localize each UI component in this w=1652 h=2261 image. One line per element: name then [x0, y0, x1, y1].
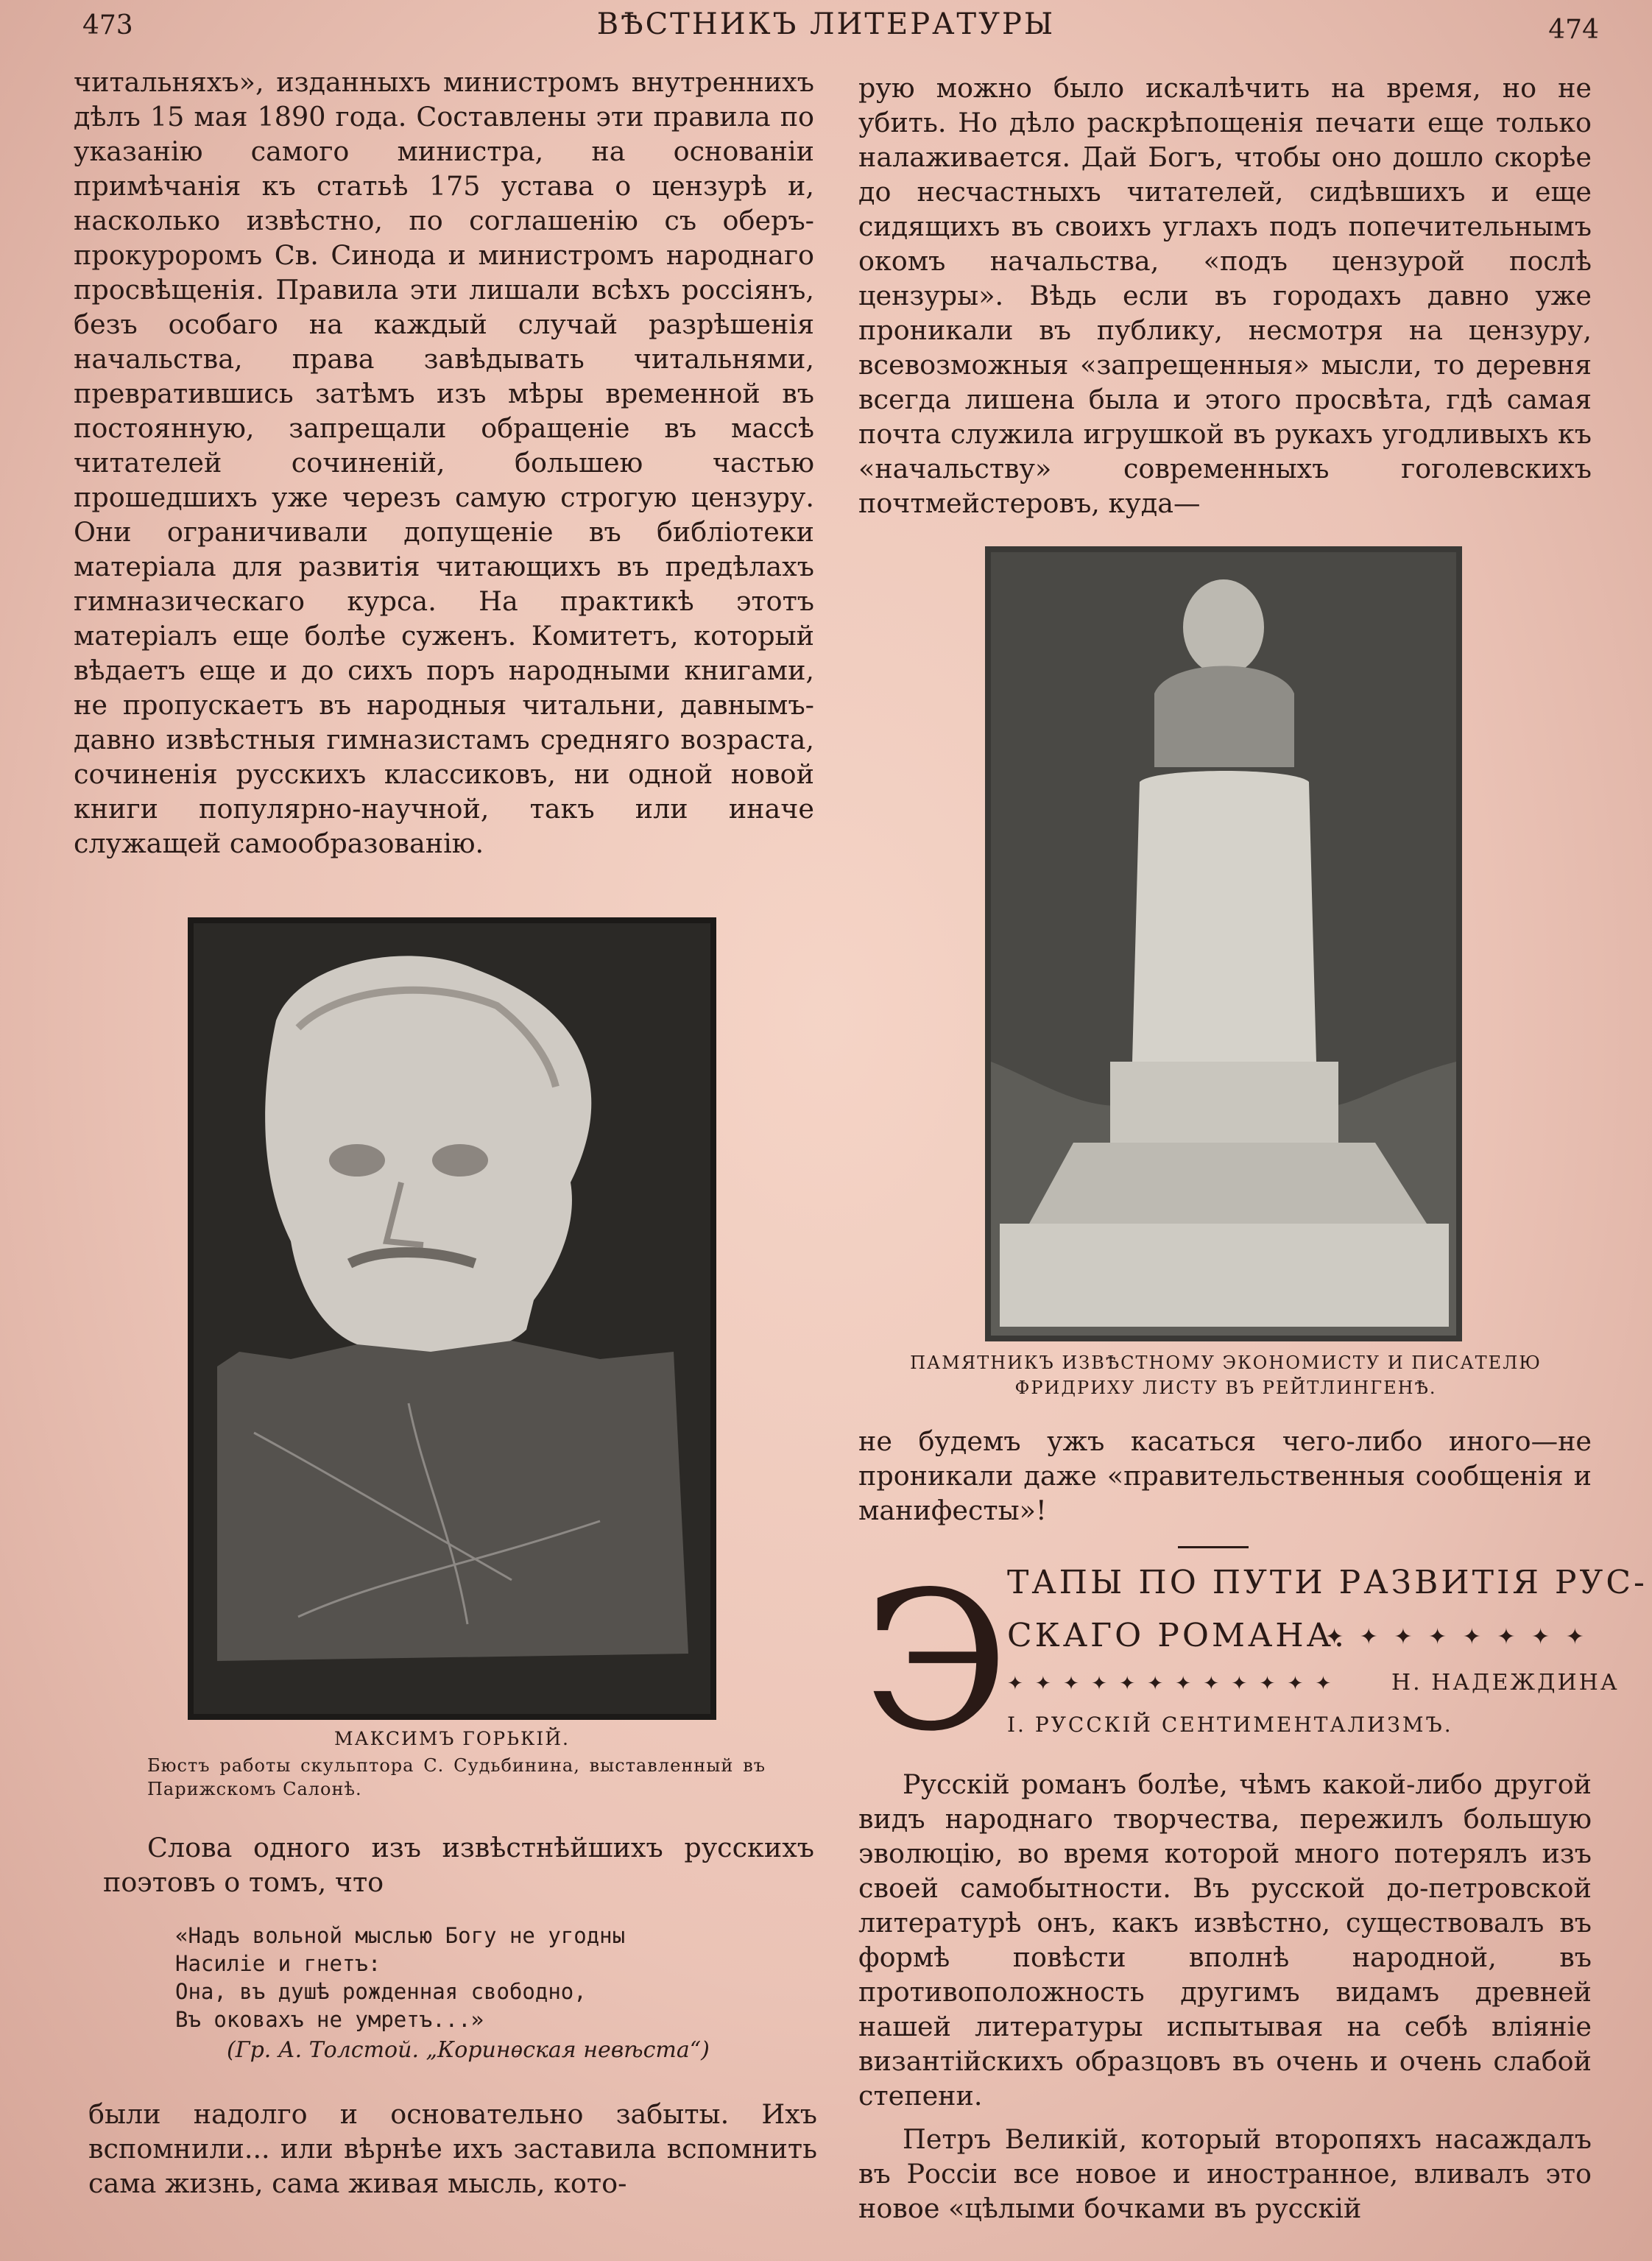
article-ornament-1: ✦ ✦ ✦ ✦ ✦ ✦ ✦ ✦: [1325, 1624, 1589, 1650]
gorky-caption-title: МАКСИМЪ ГОРЬКІЙ.: [334, 1728, 570, 1749]
article-section-title: I. РУССКІЙ СЕНТИМЕНТАЛИЗМЪ.: [1007, 1712, 1453, 1737]
list-monument-caption: ПАМЯТНИКЪ ИЗВѢСТНОМУ ЭКОНОМИСТУ И ПИСАТЕЛЮ ФРИДРИХУ ЛИСТУ ВЪ РЕЙТЛИНГЕНѢ.: [910, 1352, 1542, 1398]
poem-line-2: Насиліе и гнетъ:: [175, 1951, 381, 1976]
left-column-text-bottom: [88, 2097, 817, 2201]
article-title-line-2: СКАГО РОМАНА.: [1007, 1617, 1347, 1654]
left-paragraph-1: читальняхъ», изданныхъ министромъ внутреннихъ дѣлъ 15 мая 1890 года. Составлены эти правила по указанію самого министра, на основаніи примѣчанія къ статьѣ 175 устава о цензурѣ и, насколько извѣстно, по соглашенію съ оберъ-прокуроромъ Св. Синода и министромъ народнаго просвѣщенія. Правила эти лишали всѣхъ россіянъ, безъ особаго на каждый случай разрѣшенія начальства, права завѣдывать читальнями, превратившись затѣмъ изъ мѣры временной въ постоянную, запрещали обращеніе въ массѣ читателей сочиненій, большею частью прошедшихъ уже черезъ самую строгую цензуру. Они ограничивали допущеніе въ библіотеки матеріала для развитія читающихъ въ предѣлахъ гимназическаго курса. На практикѣ этотъ матеріалъ еще болѣе суженъ. Комитетъ, который вѣдаетъ еще и до сихъ поръ народными книгами, не пропускаетъ въ народныя читальни, давнымъ-давно извѣстныя гимназистамъ средняго возраста, сочиненія русскихъ классиковъ, ни одной новой книги популярно-научной, такъ или иначе служащей самообразованію.: [74, 66, 814, 859]
poem-line-1: «Надъ вольной мыслью Богу не угодны: [175, 1923, 626, 1948]
right-page-number: 474: [1548, 15, 1599, 45]
right-paragraph-4: Петръ Великій, который второпяхъ насаждалъ въ Россіи все новое и иностранное, вливалъ это новое «цѣлыми бочками въ русскій: [858, 2123, 1592, 2224]
tolstoy-poem: [175, 1922, 710, 2064]
page-header: [0, 0, 1652, 59]
right-column-text-mid: [858, 1424, 1592, 1528]
left-column-text-mid: [103, 1830, 814, 1900]
left-page-number: 473: [82, 10, 133, 40]
right-paragraph-3: Русскій романъ болѣе, чѣмъ какой-либо другой видъ народнаго творчества, пережилъ большую эволюцію, во время которой много потерялъ изъ своей самобытности. Въ русской до-петровской литературѣ онъ, какъ извѣстно, существовалъ въ формѣ повѣсти вполнѣ народной, въ противоположность другимъ видамъ древней нашей литературы испытывая на себѣ вліяніе византійскихъ образцовъ въ очень и очень слабой степени.: [858, 1768, 1592, 2112]
right-paragraph-1: рую можно было искалѣчить на время, но не убить. Но дѣло раскрѣпощенія печати еще только налаживается. Дай Богъ, чтобы оно дошло скорѣе до несчастныхъ читателей, сидѣвшихъ и еще сидящихъ въ своихъ углахъ подъ попечительнымъ окомъ начальства, «подъ цензурой послѣ цензуры». Вѣдь если въ городахъ давно уже проникали въ публику, несмотря на цензуру, всевозможныя «запрещенныя» мысли, то деревня всегда лишена была и этого просвѣта, гдѣ самая почта служила игрушкой въ рукахъ угодливыхъ къ «начальству» современныхъ гоголевскихъ почтмейстеровъ, куда—: [858, 72, 1592, 519]
article-ornament-2: ✦ ✦ ✦ ✦ ✦ ✦ ✦ ✦ ✦ ✦ ✦ ✦: [1007, 1673, 1335, 1695]
gorky-bust-photo: [188, 917, 716, 1720]
article-author: Н. НАДЕЖДИНА: [1391, 1670, 1620, 1696]
left-paragraph-2: Слова одного изъ извѣстнѣйшихъ русскихъ поэтовъ о томъ, что: [103, 1832, 814, 1898]
right-column-text-top: [858, 71, 1592, 521]
poem-line-4: Въ оковахъ не умретъ...»: [175, 2007, 484, 2032]
article-title-line-1: ТАПЫ ПО ПУТИ РАЗВИТІЯ РУС-: [1007, 1564, 1648, 1601]
poem-attribution: (Гр. А. Толстой. „Коринѳская невѣста“): [227, 2037, 710, 2063]
right-paragraph-2: не будемъ ужъ касаться чего-либо иного—не проникали даже «правительственныя сообщенія и манифесты»!: [858, 1425, 1592, 1526]
right-column-text-bottom: [858, 1767, 1592, 2226]
list-monument-photo: [985, 546, 1462, 1341]
section-divider: [1178, 1546, 1249, 1548]
left-column-text-top: [74, 65, 814, 861]
journal-title: ВѢСТНИКЪ ЛИТЕРАТУРЫ: [596, 7, 1056, 41]
article-dropcap: Э: [863, 1551, 1009, 1774]
poem-line-3: Она, въ душѣ рожденная свободно,: [175, 1979, 587, 2004]
left-paragraph-3: были надолго и основательно забыты. Ихъ вспомнили... или вѣрнѣе ихъ заставила вспомнить сама жизнь, сама живая мысль, кото-: [88, 2098, 817, 2199]
gorky-caption-text: Бюстъ работы скульптора С. Судьбинина, выставленный въ Парижскомъ Салонѣ.: [147, 1755, 766, 1799]
